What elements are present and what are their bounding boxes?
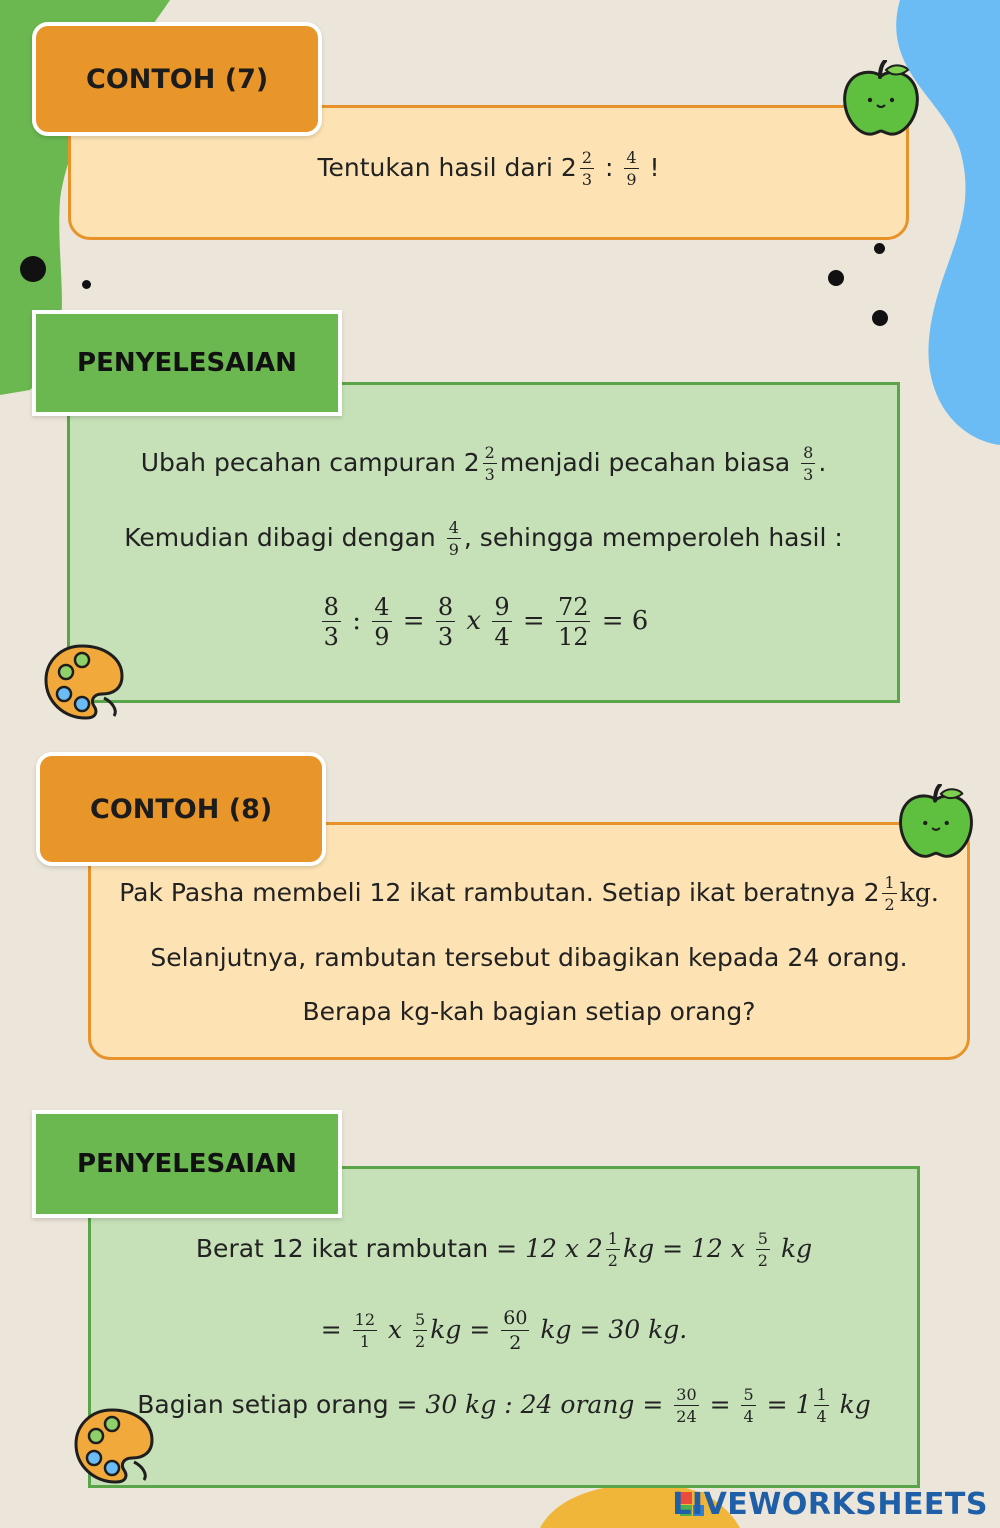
solution7-line2: Kemudian dibagi dengan $\frac{4}{9}$ , sehingga memperoleh hasil : <box>124 518 843 559</box>
liveworksheets-watermark[interactable]: LIVEWORKSHEETS <box>672 1487 988 1522</box>
solution7-tag: PENYELESAIAN <box>32 310 342 416</box>
apple-icon <box>840 60 922 142</box>
palette-icon <box>72 1404 156 1488</box>
solution8-row1: Berat 12 ikat rambutan = 12 x 2 $\frac{1}{2}$ kg = 12 x $\frac{5}{2}$ kg <box>195 1229 813 1270</box>
example8-line2: Selanjutnya, rambutan tersebut dibagikan kepada 24 orang. <box>150 943 908 972</box>
example7-tag: CONTOH (7) <box>32 22 322 136</box>
decor-dot <box>872 310 888 326</box>
example8-line3: Berapa kg-kah bagian setiap orang? <box>302 997 756 1026</box>
solution7-card <box>67 382 900 703</box>
decor-dot <box>828 270 844 286</box>
solution7-equation: $\frac{8}{3}$ : $\frac{4}{9}$ = $\frac{8}{3}$ x $\frac{9}{4}$ = $\frac{72}{12}$ = 6 <box>323 593 649 651</box>
decor-dot <box>20 256 46 282</box>
example7-question: Tentukan hasil dari 2 $\frac{2}{3}$ : $\frac{4}{9}$ ! <box>317 148 660 189</box>
example8-line1: Pak Pasha membeli 12 ikat rambutan. Setiap ikat beratnya 2 $\frac{1}{2}$ kg. <box>119 873 939 914</box>
solution8-row2: = $\frac{12}{1}$ x $\frac{5}{2}$ kg = $\frac{60}{2}$ kg = 30 kg. <box>320 1307 688 1354</box>
decor-dot <box>874 243 885 254</box>
decor-dot <box>82 280 91 289</box>
solution8-tag: PENYELESAIAN <box>32 1110 342 1218</box>
solution8-row3: Bagian setiap orang = 30 kg : 24 orang = $\frac{30}{24}$ = $\frac{5}{4}$ = 1 $\frac{1}{4}$ kg <box>137 1385 871 1426</box>
apple-icon <box>896 784 976 864</box>
palette-icon <box>42 640 126 724</box>
example8-tag: CONTOH (8) <box>36 752 326 866</box>
solution7-line1: Ubah pecahan campuran 2 $\frac{2}{3}$ menjadi pecahan biasa $\frac{8}{3}$ . <box>140 443 827 484</box>
